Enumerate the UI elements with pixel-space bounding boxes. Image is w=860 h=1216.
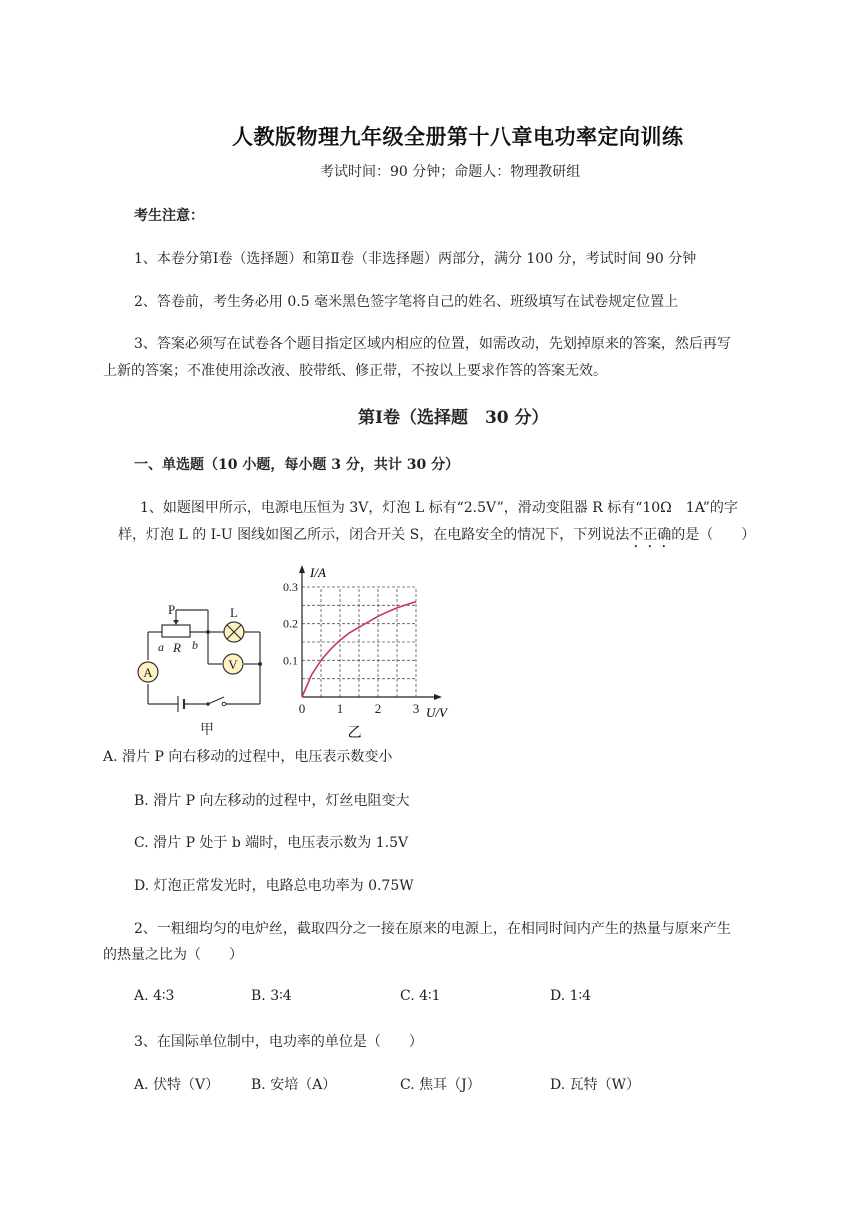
x-axis-label: U/V xyxy=(426,705,447,720)
q3-option-a[interactable]: A. 伏特（V） xyxy=(134,1077,220,1093)
iu-chart xyxy=(276,560,460,746)
lamp-label: L xyxy=(230,605,238,620)
q2-option-a[interactable]: A. 4∶3 xyxy=(134,988,175,1004)
section-title: 第Ⅰ卷（选择题 30 分） xyxy=(358,408,549,428)
notice-item: 2、答卷前，考生务必用 0.5 毫米黑色签字笔将自己的姓名、班级填写在试卷规定位置上 xyxy=(134,294,679,310)
x-axis-arrow xyxy=(434,694,442,700)
terminal-b-label: b xyxy=(192,638,198,652)
q1-option-d[interactable]: D. 灯泡正常发光时，电路总电功率为 0.75W xyxy=(134,878,414,894)
voltmeter-label: V xyxy=(228,657,238,672)
q2-option-b[interactable]: B. 3∶4 xyxy=(251,988,292,1004)
lamp-symbol xyxy=(224,622,244,642)
q3-option-d[interactable]: D. 瓦特（W） xyxy=(550,1077,641,1093)
question-2-text: 2、一粗细均匀的电炉丝，截取四分之一接在原来的电源上，在相同时间内产生的热量与原来产生 xyxy=(134,921,731,937)
circuit-diagram xyxy=(128,598,268,743)
y-axis-label: I/A xyxy=(310,565,326,580)
diagram-caption: 甲 xyxy=(200,723,214,738)
question-1-text: 1、如题图甲所示，电源电压恒为 3V，灯泡 L 标有“2.5V”，滑动变阻器 R 标有“10Ω 1A”的字 xyxy=(140,500,738,516)
y-tick-label: 0.2 xyxy=(283,616,298,631)
q2-option-c[interactable]: C. 4∶1 xyxy=(400,988,441,1004)
emphasis-text: 不正确 xyxy=(629,527,672,543)
notice-item-continued: 上新的答案；不准使用涂改液、胶带纸、修正带，不按以上要求作答的答案无效。 xyxy=(103,363,607,379)
question-3-text: 3、在国际单位制中，电功率的单位是（ ） xyxy=(134,1034,423,1050)
x-tick-label: 3 xyxy=(412,701,420,716)
x-tick-label: 1 xyxy=(336,701,344,716)
y-tick-label: 0.1 xyxy=(283,653,298,668)
chart-caption: 乙 xyxy=(347,726,362,741)
page-title: 人教版物理九年级全册第十八章电功率定向训练 xyxy=(232,124,684,149)
q1-option-b[interactable]: B. 滑片 P 向左移动的过程中，灯丝电阻变大 xyxy=(134,793,410,809)
notice-heading: 考生注意： xyxy=(134,208,204,224)
rheostat-label: R xyxy=(173,640,181,655)
x-tick-label: 0 xyxy=(298,701,306,716)
notice-item: 1、本卷分第Ⅰ卷（选择题）和第Ⅱ卷（非选择题）两部分，满分 100 分，考试时间 90 分钟 xyxy=(134,251,697,267)
chart-grid xyxy=(302,587,416,697)
x-tick-label: 2 xyxy=(374,701,382,716)
q3-option-b[interactable]: B. 安培（A） xyxy=(251,1077,337,1093)
y-axis-arrow xyxy=(299,565,305,573)
part-heading: 一、单选题（10 小题，每小题 3 分，共计 30 分） xyxy=(134,457,460,473)
q2-option-d[interactable]: D. 1∶4 xyxy=(550,988,592,1004)
terminal-a-label: a xyxy=(158,640,164,654)
question-1-text-continued: 样，灯泡 L 的 I-U 图线如图乙所示，闭合开关 S，在电路安全的情况下，下列说法不正确的是（ ） xyxy=(118,527,756,543)
notice-item: 3、答案必须写在试卷各个题目指定区域内相应的位置，如需改动，先划掉原来的答案，然后再写 xyxy=(134,336,731,352)
q1-option-a[interactable]: A. 滑片 P 向右移动的过程中，电压表示数变小 xyxy=(103,749,393,765)
exam-info: 考试时间：90 分钟；命题人：物理教研组 xyxy=(320,164,581,180)
y-tick-label: 0.3 xyxy=(283,580,298,594)
q1-option-c[interactable]: C. 滑片 P 处于 b 端时，电压表示数为 1.5V xyxy=(134,835,409,851)
voltmeter-symbol xyxy=(223,654,243,674)
q3-option-c[interactable]: C. 焦耳（J） xyxy=(400,1077,481,1093)
question-2-text-continued: 的热量之比为（ ） xyxy=(103,947,243,963)
chart-axes xyxy=(299,565,442,700)
ammeter-symbol xyxy=(138,662,158,682)
ammeter-label: A xyxy=(143,665,153,680)
slider-label: P xyxy=(168,602,176,617)
